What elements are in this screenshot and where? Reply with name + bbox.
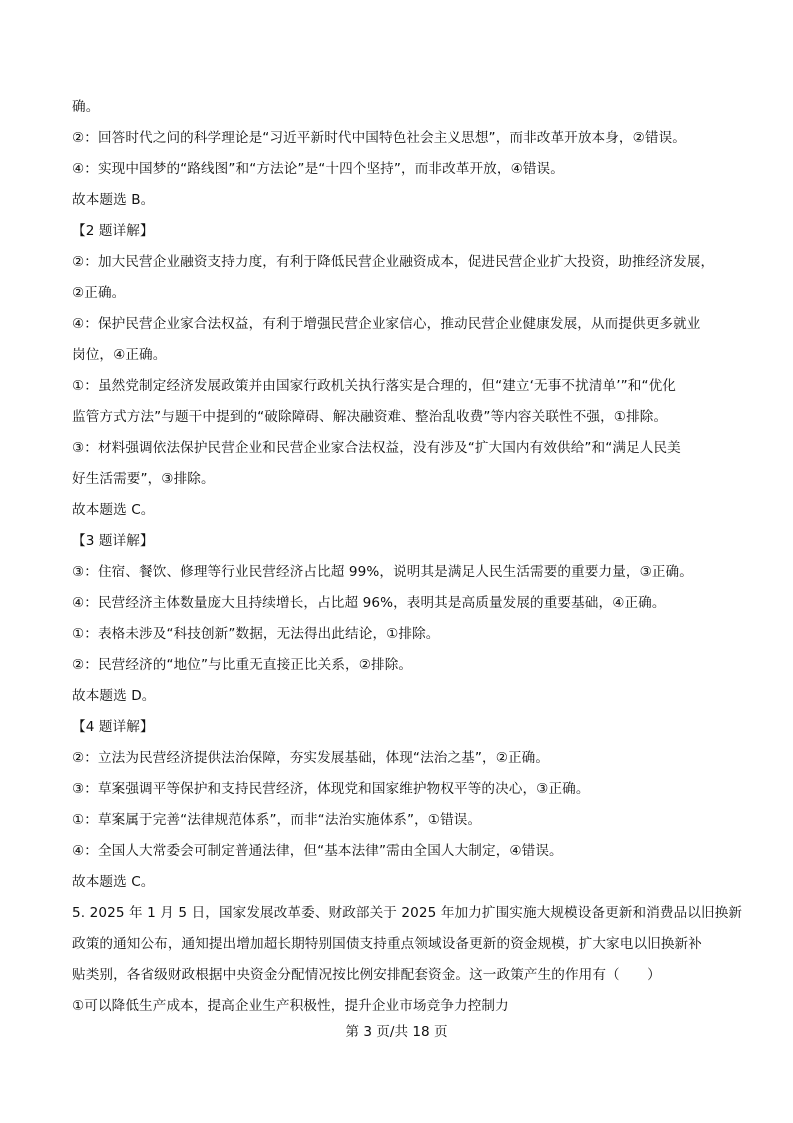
answer-line: 故本题选 C。: [72, 502, 155, 518]
text-line: ③：材料强调依法保护民营企业和民营企业家合法权益，没有涉及“扩大国内有效供给”和“满足人民美: [72, 440, 681, 456]
text-line: 确。: [72, 99, 100, 115]
text-line: ②正确。: [72, 285, 126, 301]
text-line: ②：回答时代之问的科学理论是“习近平新时代中国特色社会主义思想”，而非改革开放本身，②错误。: [72, 130, 686, 146]
answer-line: 故本题选 C。: [72, 874, 155, 890]
text-line: ④：实现中国梦的“路线图”和“方法论”是“十四个坚持”，而非改革开放，④错误。: [72, 161, 564, 177]
text-line: ②：立法为民营经济提供法治保障，夯实发展基础，体现“法治之基”，②正确。: [72, 750, 550, 766]
text-line: ①：草案属于完善“法律规范体系”，而非“法治实施体系”，①错误。: [72, 812, 482, 828]
text-line: 好生活需要”，③排除。: [72, 471, 215, 487]
text-line: ③：草案强调平等保护和支持民营经济，体现党和国家维护物权平等的决心，③正确。: [72, 781, 590, 797]
section-heading: 【4 题详解】: [72, 719, 154, 735]
question-line: 贴类别，各省级财政根据中央资金分配情况按比例安排配套资金。这一政策产生的作用有（ ）: [72, 967, 661, 983]
text-line: ①：虽然党制定经济发展政策并由国家行政机关执行落实是合理的，但“建立‘无事不扰清单’”和“优化: [72, 378, 676, 394]
question-line: 政策的通知公布，通知提出增加超长期特别国债支持重点领域设备更新的资金规模，扩大家电以旧换新补: [72, 936, 702, 952]
text-line: ①：表格未涉及“科技创新”数据，无法得出此结论，①排除。: [72, 626, 440, 642]
option-line: ①可以降低生产成本，提高企业生产积极性，提升企业市场竞争力控制力: [72, 998, 509, 1014]
text-line: 监管方式方法”与题干中提到的“破除障碍、解决融资难、整治乱收费”等内容关联性不强，①排除。: [72, 409, 668, 425]
text-line: ②：加大民营企业融资支持力度，有利于降低民营企业融资成本，促进民营企业扩大投资，助推经济发展，: [72, 254, 715, 270]
question-line: 5. 2025 年 1 月 5 日，国家发展改革委、财政部关于 2025 年加力扩围实施大规模设备更新和消费品以旧换新: [72, 905, 743, 921]
section-heading: 【2 题详解】: [72, 223, 154, 239]
text-line: ④：保护民营企业家合法权益，有利于增强民营企业家信心，推动民营企业健康发展，从而提供更多就业: [72, 316, 701, 332]
text-line: ③：住宿、餐饮、修理等行业民营经济占比超 99%，说明其是满足人民生活需要的重要力量，③正确。: [72, 564, 693, 580]
answer-line: 故本题选 D。: [72, 688, 156, 704]
section-heading: 【3 题详解】: [72, 533, 154, 549]
answer-line: 故本题选 B。: [72, 192, 155, 208]
text-line: 岗位，④正确。: [72, 347, 167, 363]
text-line: ④：民营经济主体数量庞大且持续增长，占比超 96%，表明其是高质量发展的重要基础，④正确。: [72, 595, 666, 611]
text-line: ④：全国人大常委会可制定普通法律，但“基本法律”需由全国人大制定，④错误。: [72, 843, 563, 859]
page-body: [72, 92, 743, 1022]
text-line: ②：民营经济的“地位”与比重无直接正比关系，②排除。: [72, 657, 413, 673]
page-number-footer: 第 3 页/共 18 页: [345, 1024, 448, 1040]
